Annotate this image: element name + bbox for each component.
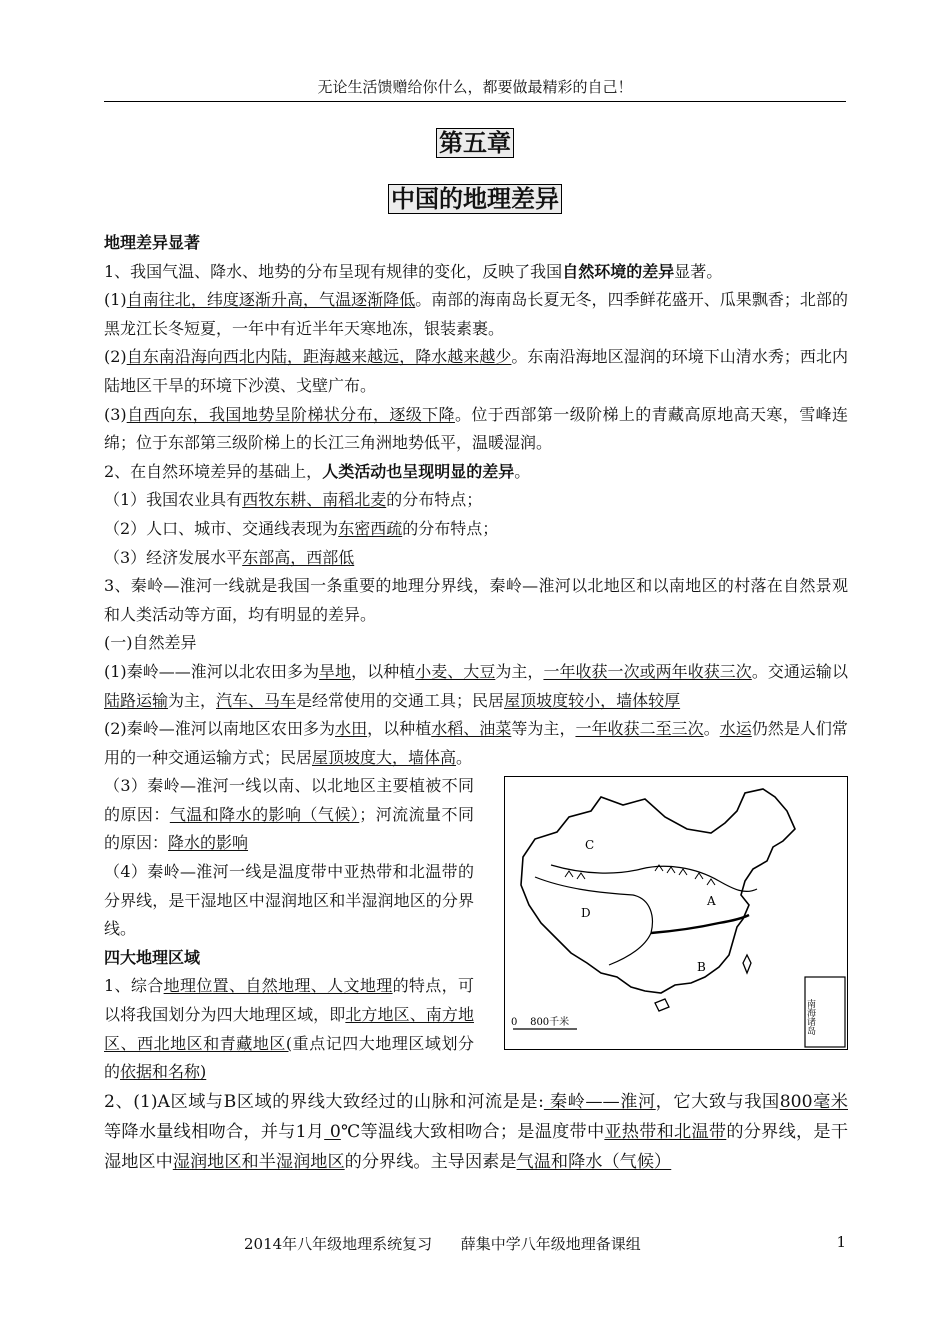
region-label-d: D bbox=[581, 906, 591, 921]
paragraph-1: 1、我国气温、降水、地势的分布呈现有规律的变化，反映了我国自然环境的差异显著。 bbox=[104, 261, 723, 281]
page-header: 无论生活馈赠给你什么，都要做最精彩的自己！ bbox=[104, 76, 846, 102]
boundary-qinghai-tibet bbox=[535, 877, 652, 965]
region-label-b: B bbox=[697, 960, 706, 975]
footer-course: 2014年八年级地理系统复习 薛集中学八年级地理备课组 bbox=[244, 1235, 641, 1253]
paragraph-boundary-line: （4）秦岭—淮河一线是温度带中亚热带和北温带的分界线，是干湿地区中湿润地区和半湿润地区的分界线。 bbox=[104, 862, 474, 939]
paragraph-2: 2、在自然环境差异的基础上，人类活动也呈现明显的差异。 bbox=[104, 461, 531, 481]
taiwan-island bbox=[743, 955, 751, 973]
region-label-a: A bbox=[707, 894, 716, 909]
paragraph-2-2: （2）人口、城市、交通线表现为东密西疏的分布特点； bbox=[104, 518, 499, 538]
inset-label: 南海诸岛 bbox=[805, 999, 815, 1036]
paragraph-natural-diff: (一)自然差异 bbox=[104, 633, 197, 653]
paragraph-regions-1: 1、综合地理位置、自然地理、人文地理的特点，可以将我国划分为四大地理区域，即北方地区、南方地区、西北地区和青藏地区(重点记四大地理区域划分的依据和名称) bbox=[104, 976, 474, 1082]
paragraph-2-1: （1）我国农业具有西牧东耕、南稻北麦的分布特点； bbox=[104, 490, 483, 510]
paragraph-regions-2: 2、(1)A区域与B区域的界线大致经过的山脉和河流是是: 秦岭——淮河，它大致与我国800毫米 等降水量线相吻合，并与1月 0℃等温线大致相吻合；是温度带中亚热带和北温带的分界线，是干湿地区中湿润地区和半湿润地区的分界线。主导因素是气温和降水（气候） bbox=[104, 1091, 849, 1172]
paragraph-north: (1)秦岭——淮河以北农田多为旱地，以种植小麦、大豆为主，一年收获一次或两年收获三次。交通运输以陆路运输为主，汽车、马车是经常使用的交通工具；民居屋顶坡度较小，墙体较厚 bbox=[104, 661, 848, 710]
china-outline bbox=[521, 789, 795, 993]
mountain-marks bbox=[565, 865, 715, 885]
section-heading-regions: 四大地理区域 bbox=[104, 947, 201, 967]
section-heading-differences: 地理差异显著 bbox=[104, 233, 201, 252]
page-number: 1 bbox=[836, 1233, 846, 1251]
chapter-title: 第五章 bbox=[0, 128, 950, 158]
map-graphic bbox=[505, 777, 847, 1049]
region-label-c: C bbox=[585, 838, 595, 853]
paragraph-south: (2)秦岭—淮河以南地区农田多为水田，以种植水稻、油菜等为主，一年收获二至三次。水运仍然是人们常用的一种交通运输方式；民居屋顶坡度大，墙体高。 bbox=[104, 719, 848, 767]
chapter-subtitle: 中国的地理差异 bbox=[0, 184, 950, 214]
document-body bbox=[104, 229, 848, 1177]
boundary-northwest bbox=[551, 865, 757, 891]
hainan-island bbox=[655, 999, 669, 1011]
paragraph-3: 3、秦岭—淮河一线就是我国一条重要的地理分界线，秦岭—淮河以北地区和以南地区的村落在自然景观和人类活动等方面，均有明显的差异。 bbox=[104, 576, 848, 624]
paragraph-1-1: (1)自南往北，纬度逐渐升高，气温逐渐降低。南部的海南岛长夏无冬，四季鲜花盛开、瓜果飘香；北部的黑龙江长冬短夏，一年中有近半年天寒地冻，银装素裹。 bbox=[104, 290, 848, 338]
paragraph-1-2: (2)自东南沿海向西北内陆，距海越来越远，降水越来越少。东南沿海地区湿润的环境下山清水秀；西北内陆地区干旱的环境下沙漠、戈壁广布。 bbox=[104, 347, 848, 395]
boundary-qinling-huaihe bbox=[651, 915, 749, 933]
paragraph-2-3: （3）经济发展水平东部高，西部低 bbox=[104, 547, 355, 567]
paragraph-vegetation-reason: （3）秦岭—淮河一线以南、以北地区主要植被不同的原因：气温和降水的影响（气候）；河流流量不同的原因：降水的影响 bbox=[104, 776, 474, 853]
china-regions-map bbox=[504, 776, 848, 1050]
scale-label: 0 800千米 bbox=[511, 1017, 570, 1029]
paragraph-1-3: (3)自西向东，我国地势呈阶梯状分布，逐级下降。位于西部第一级阶梯上的青藏高原地高天寒，雪峰连绵；位于东部第三级阶梯上的长江三角洲地势低平，温暖湿润。 bbox=[104, 404, 848, 453]
